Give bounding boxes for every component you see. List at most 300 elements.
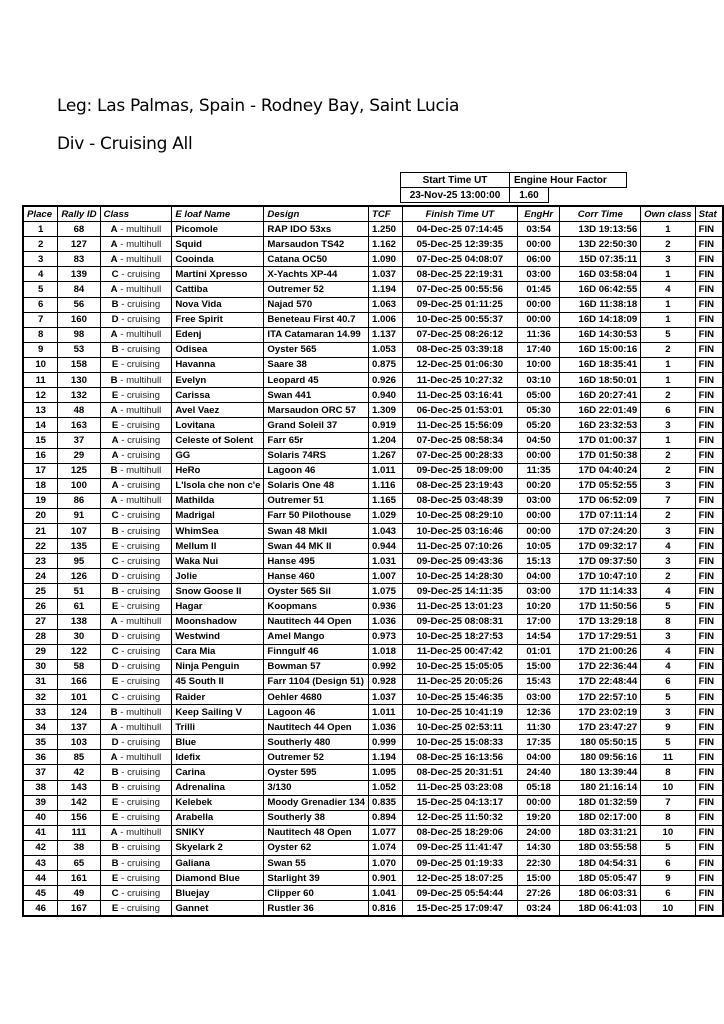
name-cell: Adrenalina bbox=[172, 780, 264, 795]
class-letter: E bbox=[111, 676, 119, 688]
finish-time-cell: 11-Dec-25 03:16:41 bbox=[402, 388, 517, 403]
rally-id-cell: 130 bbox=[58, 373, 100, 388]
name-cell: Jolie bbox=[172, 569, 264, 584]
corr-time-cell: 17D 09:37:50 bbox=[560, 554, 641, 569]
own-class-cell: 6 bbox=[641, 403, 695, 418]
tcf-cell: 0.940 bbox=[369, 388, 403, 403]
design-cell: Solaris One 48 bbox=[264, 478, 369, 493]
class-kind: cruising bbox=[126, 389, 160, 401]
rally-id-cell: 101 bbox=[58, 690, 100, 705]
class-letter: B bbox=[111, 842, 119, 854]
place-cell: 34 bbox=[23, 720, 58, 735]
class-kind: cruising bbox=[127, 857, 161, 869]
class-kind: cruising bbox=[126, 540, 160, 552]
class-kind: cruising bbox=[126, 359, 160, 371]
place-cell: 11 bbox=[23, 373, 58, 388]
corr-time-cell: 16D 18:35:41 bbox=[560, 357, 641, 372]
class-separator: - bbox=[118, 736, 128, 748]
class-letter: D bbox=[111, 314, 119, 326]
col-finish-time: Finish Time UT bbox=[402, 206, 517, 222]
class-cell bbox=[100, 840, 172, 855]
name-cell: Avel Vaez bbox=[172, 403, 264, 418]
class-kind: multihull bbox=[126, 495, 162, 507]
corr-time-cell: 180 21:16:14 bbox=[560, 780, 641, 795]
enghr-cell: 15:00 bbox=[517, 871, 559, 886]
corr-time-cell: 16D 11:38:18 bbox=[560, 297, 641, 312]
enghr-cell: 17:35 bbox=[517, 735, 559, 750]
design-cell: Oyster 62 bbox=[264, 840, 369, 855]
place-cell: 35 bbox=[23, 735, 58, 750]
corr-time-cell: 16D 06:42:55 bbox=[560, 282, 641, 297]
place-cell: 36 bbox=[23, 750, 58, 765]
tcf-cell: 1.165 bbox=[369, 493, 403, 508]
rally-id-cell: 138 bbox=[58, 614, 100, 629]
tcf-cell: 0.926 bbox=[369, 373, 403, 388]
enghr-cell: 05:18 bbox=[517, 780, 559, 795]
table-row bbox=[23, 795, 723, 810]
class-cell bbox=[100, 418, 172, 433]
name-cell: Odisea bbox=[172, 342, 264, 357]
class-letter: B bbox=[111, 344, 119, 356]
own-class-cell: 10 bbox=[641, 780, 695, 795]
leg-title: Leg: Las Palmas, Spain - Rodney Bay, Saint Lucia bbox=[57, 96, 460, 116]
class-letter: E bbox=[111, 419, 119, 431]
name-cell: Madrigal bbox=[172, 508, 264, 523]
corr-time-cell: 17D 04:40:24 bbox=[560, 463, 641, 478]
name-cell: GG bbox=[172, 448, 264, 463]
tcf-cell: 1.037 bbox=[369, 267, 403, 282]
table-row bbox=[23, 342, 723, 357]
class-separator: - bbox=[118, 480, 128, 492]
class-kind: cruising bbox=[127, 646, 161, 658]
place-cell: 6 bbox=[23, 297, 58, 312]
tcf-cell: 1.063 bbox=[369, 297, 403, 312]
rally-id-cell: 163 bbox=[58, 418, 100, 433]
own-class-cell: 2 bbox=[641, 388, 695, 403]
stat-cell: FIN bbox=[695, 342, 723, 357]
own-class-cell: 1 bbox=[641, 312, 695, 327]
name-cell: L'Isola che non c'e bbox=[172, 478, 264, 493]
tcf-cell: 1.204 bbox=[369, 433, 403, 448]
class-cell bbox=[100, 252, 172, 267]
own-class-cell: 2 bbox=[641, 508, 695, 523]
col-own-class: Own class bbox=[641, 206, 695, 222]
table-row bbox=[23, 373, 723, 388]
stat-cell: FIN bbox=[695, 267, 723, 282]
col-enghr: EngHr bbox=[517, 206, 559, 222]
table-row bbox=[23, 886, 723, 901]
finish-time-cell: 09-Dec-25 14:11:35 bbox=[402, 584, 517, 599]
finish-time-cell: 10-Dec-25 15:08:33 bbox=[402, 735, 517, 750]
name-cell: Free Spirit bbox=[172, 312, 264, 327]
name-cell: Diamond Blue bbox=[172, 871, 264, 886]
class-letter: A bbox=[110, 616, 118, 628]
own-class-cell: 1 bbox=[641, 373, 695, 388]
class-separator: - bbox=[118, 434, 128, 446]
stat-cell: FIN bbox=[695, 508, 723, 523]
rally-id-cell: 98 bbox=[58, 327, 100, 342]
stat-cell: FIN bbox=[695, 856, 723, 871]
enghr-cell: 19:20 bbox=[517, 810, 559, 825]
table-row bbox=[23, 810, 723, 825]
place-cell: 41 bbox=[23, 825, 58, 840]
place-cell: 20 bbox=[23, 508, 58, 523]
rally-id-cell: 126 bbox=[58, 569, 100, 584]
name-cell: WhimSea bbox=[172, 523, 264, 538]
enghr-cell: 17:00 bbox=[517, 614, 559, 629]
finish-time-cell: 07-Dec-25 00:28:33 bbox=[402, 448, 517, 463]
name-cell: Snow Goose II bbox=[172, 584, 264, 599]
table-row bbox=[23, 403, 723, 418]
design-cell: Southerly 480 bbox=[264, 735, 369, 750]
class-letter: E bbox=[111, 359, 119, 371]
place-cell: 46 bbox=[23, 901, 58, 917]
class-cell bbox=[100, 644, 172, 659]
place-cell: 3 bbox=[23, 252, 58, 267]
class-cell bbox=[100, 599, 172, 614]
corr-time-cell: 18D 03:31:21 bbox=[560, 825, 641, 840]
class-kind: cruising bbox=[127, 434, 161, 446]
class-cell bbox=[100, 373, 172, 388]
start-time-value: 23-Nov-25 13:00:00 bbox=[401, 188, 510, 203]
class-letter: B bbox=[110, 374, 118, 386]
place-cell: 13 bbox=[23, 403, 58, 418]
rally-id-cell: 107 bbox=[58, 523, 100, 538]
corr-time-cell: 17D 11:50:56 bbox=[560, 599, 641, 614]
design-cell: Solaris 74RS bbox=[264, 448, 369, 463]
enghr-cell: 12:36 bbox=[517, 705, 559, 720]
design-cell: Farr 1104 (Design 51) bbox=[264, 674, 369, 689]
place-cell: 8 bbox=[23, 327, 58, 342]
rally-id-cell: 127 bbox=[58, 237, 100, 252]
class-cell bbox=[100, 569, 172, 584]
start-info-table bbox=[400, 172, 627, 203]
name-cell: Bluejay bbox=[172, 886, 264, 901]
enghr-cell: 04:50 bbox=[517, 433, 559, 448]
tcf-cell: 1.074 bbox=[369, 840, 403, 855]
place-cell: 28 bbox=[23, 629, 58, 644]
rally-id-cell: 29 bbox=[58, 448, 100, 463]
design-cell: Catana OC50 bbox=[264, 252, 369, 267]
class-cell bbox=[100, 614, 172, 629]
corr-time-cell: 17D 23:02:19 bbox=[560, 705, 641, 720]
table-row bbox=[23, 222, 723, 237]
finish-time-cell: 07-Dec-25 08:58:34 bbox=[402, 433, 517, 448]
corr-time-cell: 17D 06:52:09 bbox=[560, 493, 641, 508]
stat-cell: FIN bbox=[695, 327, 723, 342]
corr-time-cell: 17D 21:00:26 bbox=[560, 644, 641, 659]
table-row bbox=[23, 418, 723, 433]
corr-time-cell: 180 13:39:44 bbox=[560, 765, 641, 780]
stat-cell: FIN bbox=[695, 493, 723, 508]
place-cell: 7 bbox=[23, 312, 58, 327]
stat-cell: FIN bbox=[695, 825, 723, 840]
design-cell: X-Yachts XP-44 bbox=[264, 267, 369, 282]
class-letter: A bbox=[110, 329, 118, 341]
own-class-cell: 9 bbox=[641, 720, 695, 735]
enghr-cell: 03:10 bbox=[517, 373, 559, 388]
class-letter: A bbox=[111, 450, 119, 462]
table-row bbox=[23, 523, 723, 538]
finish-time-cell: 09-Dec-25 08:08:31 bbox=[402, 614, 517, 629]
own-class-cell: 7 bbox=[641, 493, 695, 508]
class-kind: multihull bbox=[126, 374, 162, 386]
enghr-cell: 00:00 bbox=[517, 523, 559, 538]
class-cell bbox=[100, 493, 172, 508]
table-row bbox=[23, 720, 723, 735]
finish-time-cell: 11-Dec-25 15:56:09 bbox=[402, 418, 517, 433]
name-cell: Trilli bbox=[172, 720, 264, 735]
corr-time-cell: 17D 05:52:55 bbox=[560, 478, 641, 493]
tcf-cell: 1.116 bbox=[369, 478, 403, 493]
name-cell: Westwind bbox=[172, 629, 264, 644]
design-cell: Swan 55 bbox=[264, 856, 369, 871]
class-separator: - bbox=[117, 238, 127, 250]
enghr-cell: 01:45 bbox=[517, 282, 559, 297]
tcf-cell: 1.194 bbox=[369, 750, 403, 765]
enghr-cell: 14:30 bbox=[517, 840, 559, 855]
table-row bbox=[23, 252, 723, 267]
class-kind: cruising bbox=[127, 555, 161, 567]
stat-cell: FIN bbox=[695, 373, 723, 388]
table-row bbox=[23, 569, 723, 584]
rally-id-cell: 58 bbox=[58, 659, 100, 674]
name-cell: SNIKY bbox=[172, 825, 264, 840]
place-cell: 24 bbox=[23, 569, 58, 584]
stat-cell: FIN bbox=[695, 674, 723, 689]
class-kind: cruising bbox=[127, 570, 161, 582]
class-kind: cruising bbox=[127, 525, 161, 537]
class-kind: cruising bbox=[127, 736, 161, 748]
rally-id-cell: 49 bbox=[58, 886, 100, 901]
design-cell: RAP IDO 53xs bbox=[264, 222, 369, 237]
class-kind: cruising bbox=[127, 344, 161, 356]
class-letter: C bbox=[111, 646, 119, 658]
tcf-cell: 1.077 bbox=[369, 825, 403, 840]
design-cell: Oyster 565 bbox=[264, 342, 369, 357]
own-class-cell: 6 bbox=[641, 856, 695, 871]
tcf-cell: 0.992 bbox=[369, 659, 403, 674]
class-separator: - bbox=[117, 374, 127, 386]
class-letter: A bbox=[110, 751, 118, 763]
enghr-cell: 03:54 bbox=[517, 222, 559, 237]
corr-time-cell: 16D 03:58:04 bbox=[560, 267, 641, 282]
place-cell: 37 bbox=[23, 765, 58, 780]
stat-cell: FIN bbox=[695, 690, 723, 705]
tcf-cell: 0.875 bbox=[369, 357, 403, 372]
finish-time-cell: 07-Dec-25 00:55:56 bbox=[402, 282, 517, 297]
stat-cell: FIN bbox=[695, 780, 723, 795]
design-cell: Lagoon 46 bbox=[264, 463, 369, 478]
finish-time-cell: 11-Dec-25 20:05:26 bbox=[402, 674, 517, 689]
stat-cell: FIN bbox=[695, 448, 723, 463]
design-cell: Finngulf 46 bbox=[264, 644, 369, 659]
design-cell: Nautitech 48 Open bbox=[264, 825, 369, 840]
own-class-cell: 4 bbox=[641, 584, 695, 599]
tcf-cell: 0.928 bbox=[369, 674, 403, 689]
class-kind: cruising bbox=[126, 419, 160, 431]
rally-id-cell: 132 bbox=[58, 388, 100, 403]
tcf-cell: 0.973 bbox=[369, 629, 403, 644]
table-row bbox=[23, 871, 723, 886]
name-cell: Arabella bbox=[172, 810, 264, 825]
name-cell: Celeste of Solent bbox=[172, 433, 264, 448]
class-kind: cruising bbox=[127, 782, 161, 794]
class-separator: - bbox=[118, 767, 128, 779]
rally-id-cell: 84 bbox=[58, 282, 100, 297]
own-class-cell: 5 bbox=[641, 327, 695, 342]
design-cell: Saare 38 bbox=[264, 357, 369, 372]
place-cell: 5 bbox=[23, 282, 58, 297]
rally-id-cell: 30 bbox=[58, 629, 100, 644]
enghr-cell: 00:00 bbox=[517, 237, 559, 252]
name-cell: Squid bbox=[172, 237, 264, 252]
class-cell bbox=[100, 720, 172, 735]
class-letter: A bbox=[111, 480, 119, 492]
class-separator: - bbox=[118, 600, 127, 612]
finish-time-cell: 09-Dec-25 09:43:36 bbox=[402, 554, 517, 569]
tcf-cell: 1.250 bbox=[369, 222, 403, 237]
class-kind: multihull bbox=[126, 223, 162, 235]
corr-time-cell: 18D 06:41:03 bbox=[560, 901, 641, 917]
tcf-cell: 1.036 bbox=[369, 720, 403, 735]
class-cell bbox=[100, 342, 172, 357]
class-letter: B bbox=[111, 299, 119, 311]
design-cell: Lagoon 46 bbox=[264, 705, 369, 720]
enghr-cell: 11:35 bbox=[517, 463, 559, 478]
class-separator: - bbox=[118, 555, 128, 567]
place-cell: 16 bbox=[23, 448, 58, 463]
stat-cell: FIN bbox=[695, 252, 723, 267]
place-cell: 18 bbox=[23, 478, 58, 493]
design-cell: Outremer 51 bbox=[264, 493, 369, 508]
rally-id-cell: 143 bbox=[58, 780, 100, 795]
class-cell bbox=[100, 267, 172, 282]
design-cell: Outremer 52 bbox=[264, 282, 369, 297]
place-cell: 29 bbox=[23, 644, 58, 659]
finish-time-cell: 08-Dec-25 22:19:31 bbox=[402, 267, 517, 282]
finish-time-cell: 07-Dec-25 04:08:07 bbox=[402, 252, 517, 267]
place-cell: 43 bbox=[23, 856, 58, 871]
place-cell: 19 bbox=[23, 493, 58, 508]
class-letter: A bbox=[110, 223, 118, 235]
design-cell: Outremer 52 bbox=[264, 750, 369, 765]
rally-id-cell: 139 bbox=[58, 267, 100, 282]
design-cell: Swan 48 MkII bbox=[264, 523, 369, 538]
rally-id-cell: 51 bbox=[58, 584, 100, 599]
enghr-cell: 06:00 bbox=[517, 252, 559, 267]
rally-id-cell: 111 bbox=[58, 825, 100, 840]
stat-cell: FIN bbox=[695, 403, 723, 418]
finish-time-cell: 11-Dec-25 07:10:26 bbox=[402, 539, 517, 554]
finish-time-cell: 11-Dec-25 10:27:32 bbox=[402, 373, 517, 388]
finish-time-cell: 11-Dec-25 00:47:42 bbox=[402, 644, 517, 659]
table-row bbox=[23, 735, 723, 750]
corr-time-cell: 13D 19:13:56 bbox=[560, 222, 641, 237]
table-row bbox=[23, 463, 723, 478]
class-separator: - bbox=[118, 631, 128, 643]
rally-id-cell: 91 bbox=[58, 508, 100, 523]
enghr-cell: 17:40 bbox=[517, 342, 559, 357]
rally-id-cell: 68 bbox=[58, 222, 100, 237]
enghr-cell: 14:54 bbox=[517, 629, 559, 644]
class-kind: cruising bbox=[126, 797, 160, 809]
tcf-cell: 1.267 bbox=[369, 448, 403, 463]
place-cell: 12 bbox=[23, 388, 58, 403]
name-cell: Kelebek bbox=[172, 795, 264, 810]
corr-time-cell: 17D 11:14:33 bbox=[560, 584, 641, 599]
place-cell: 4 bbox=[23, 267, 58, 282]
class-letter: C bbox=[111, 555, 119, 567]
corr-time-cell: 17D 07:11:14 bbox=[560, 508, 641, 523]
class-kind: multihull bbox=[126, 253, 162, 265]
class-cell bbox=[100, 659, 172, 674]
rally-id-cell: 53 bbox=[58, 342, 100, 357]
stat-cell: FIN bbox=[695, 750, 723, 765]
name-cell: Galiana bbox=[172, 856, 264, 871]
rally-id-cell: 85 bbox=[58, 750, 100, 765]
rally-id-cell: 65 bbox=[58, 856, 100, 871]
class-cell bbox=[100, 478, 172, 493]
enghr-cell: 03:00 bbox=[517, 584, 559, 599]
table-row bbox=[23, 840, 723, 855]
finish-time-cell: 05-Dec-25 12:39:35 bbox=[402, 237, 517, 252]
tcf-cell: 1.095 bbox=[369, 765, 403, 780]
class-kind: multihull bbox=[126, 721, 162, 733]
name-cell: Hagar bbox=[172, 599, 264, 614]
finish-time-cell: 09-Dec-25 11:41:47 bbox=[402, 840, 517, 855]
class-separator: - bbox=[117, 223, 127, 235]
name-cell: Waka Nui bbox=[172, 554, 264, 569]
design-cell: Marsaudon ORC 57 bbox=[264, 403, 369, 418]
finish-time-cell: 10-Dec-25 00:55:37 bbox=[402, 312, 517, 327]
finish-time-cell: 10-Dec-25 08:29:10 bbox=[402, 508, 517, 523]
class-letter: D bbox=[111, 570, 119, 582]
place-cell: 21 bbox=[23, 523, 58, 538]
own-class-cell: 1 bbox=[641, 357, 695, 372]
class-separator: - bbox=[117, 706, 127, 718]
stat-cell: FIN bbox=[695, 810, 723, 825]
rally-id-cell: 158 bbox=[58, 357, 100, 372]
class-letter: E bbox=[111, 812, 119, 824]
rally-id-cell: 56 bbox=[58, 297, 100, 312]
name-cell: Lovitana bbox=[172, 418, 264, 433]
place-cell: 44 bbox=[23, 871, 58, 886]
tcf-cell: 1.162 bbox=[369, 237, 403, 252]
class-letter: A bbox=[111, 434, 119, 446]
class-separator: - bbox=[118, 299, 128, 311]
rally-id-cell: 160 bbox=[58, 312, 100, 327]
col-tcf: TCF bbox=[369, 206, 403, 222]
table-row bbox=[23, 705, 723, 720]
corr-time-cell: 17D 17:29:51 bbox=[560, 629, 641, 644]
enghr-cell: 00:00 bbox=[517, 448, 559, 463]
enghr-cell: 11:36 bbox=[517, 327, 559, 342]
finish-time-cell: 10-Dec-25 10:41:19 bbox=[402, 705, 517, 720]
results-table bbox=[22, 205, 724, 917]
class-kind: cruising bbox=[127, 480, 161, 492]
class-kind: cruising bbox=[127, 767, 161, 779]
name-cell: Picomole bbox=[172, 222, 264, 237]
rally-id-cell: 95 bbox=[58, 554, 100, 569]
class-separator: - bbox=[118, 570, 128, 582]
class-letter: A bbox=[110, 238, 118, 250]
table-row bbox=[23, 357, 723, 372]
class-cell bbox=[100, 795, 172, 810]
stat-cell: FIN bbox=[695, 765, 723, 780]
stat-cell: FIN bbox=[695, 222, 723, 237]
class-letter: C bbox=[111, 268, 119, 280]
